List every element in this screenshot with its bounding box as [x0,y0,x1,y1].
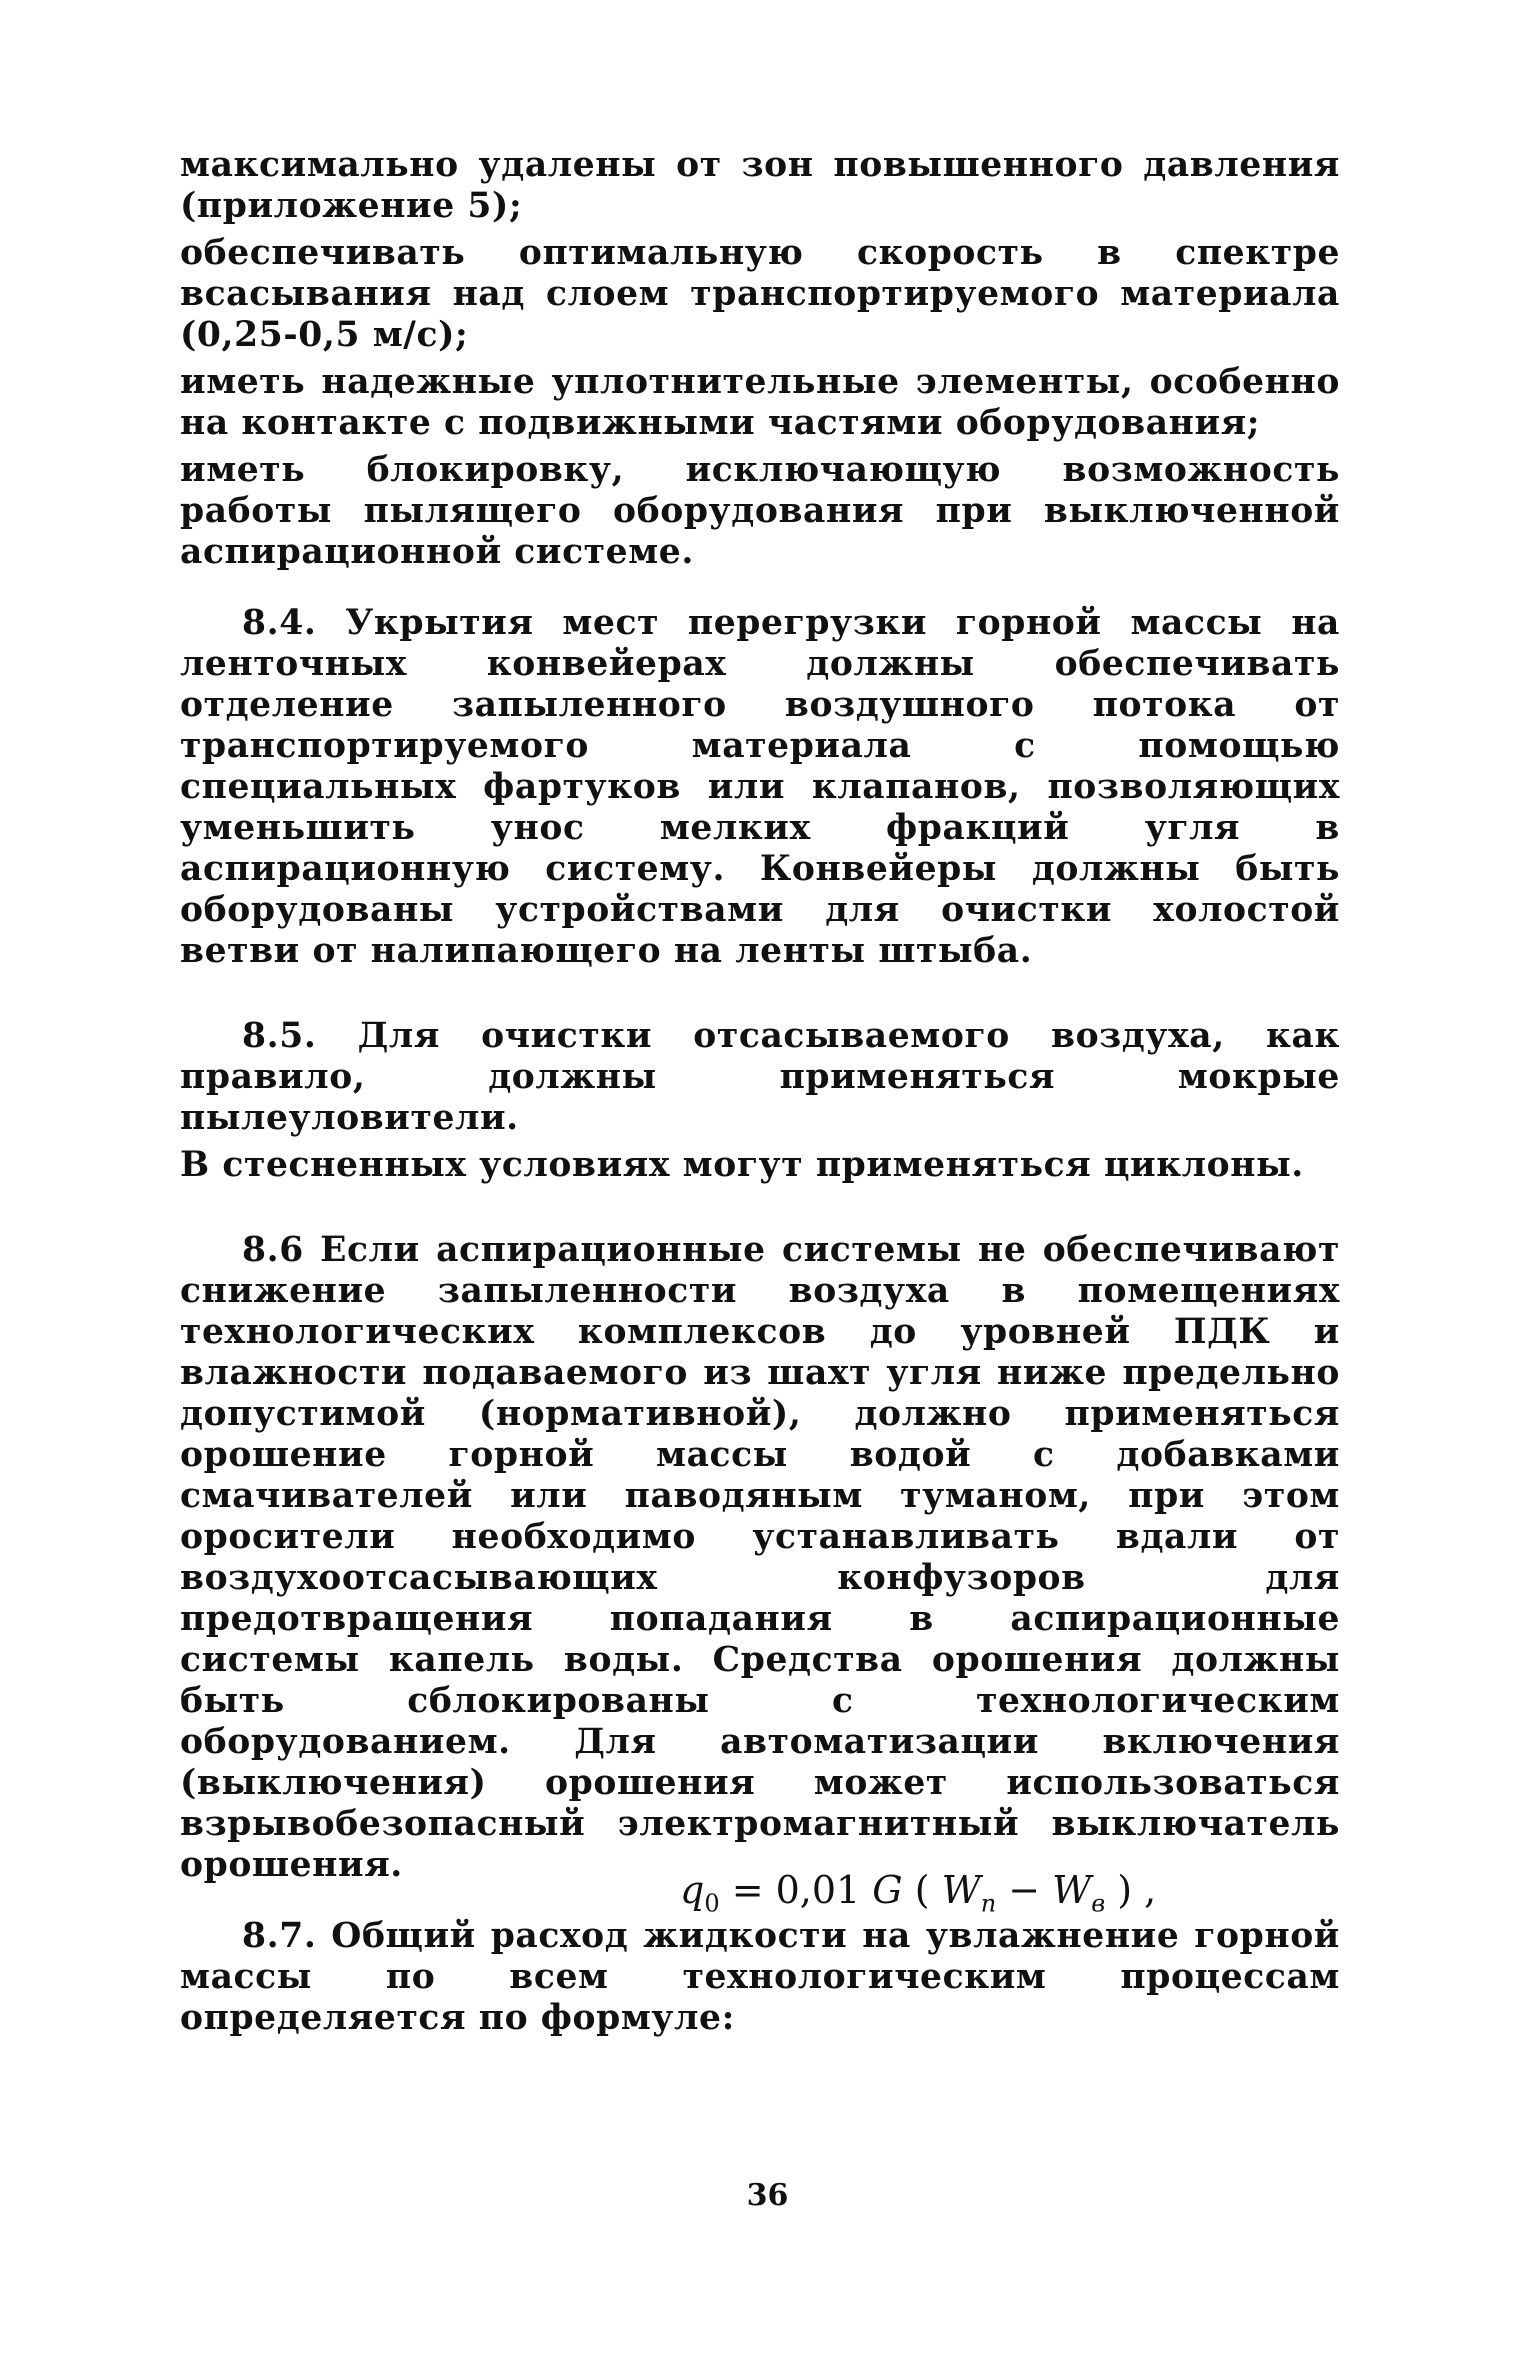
formula-Wn: W [941,1868,981,1912]
formula-Wn-subscript: п [980,1889,997,1918]
paragraph-p4: иметь блокировку, исключающую возможность работы пылящего оборудования при выключенной аспирационной системе. [180,450,1340,572]
formula-G: G [872,1868,903,1912]
formula-close-paren: ) , [1105,1868,1157,1912]
document-body [180,145,1340,2045]
paragraph-p3: иметь надежные уплотнительные элементы, особенно на контакте с подвижными частями оборудования; [180,362,1340,443]
formula-q: q [680,1868,705,1912]
formula-open-paren: ( [902,1868,942,1912]
formula-Wv: W [1052,1868,1092,1912]
formula-equals-coefficient: = 0,01 [719,1868,873,1912]
paragraph-p1: максимально удалены от зон повышенного давления (приложение 5); [180,145,1340,226]
formula-water-consumption [680,1868,1156,1918]
paragraph-8-6: 8.6 Если аспирационные системы не обеспечивают снижение запыленности воздуха в помещениях технологических комплексов до уровней ПДК и влажности подаваемого из шахт угля ниже предельно допустимой (нормативной), должно применяться орошение горной массы водой с добавками смачивателей или паводяным туманом, при этом оросители необходимо устанавливать вдали от воздухоотсасывающих конфузоров для предотвращения попадания в аспирационные системы капель воды. Средства орошения должны быть сблокированы с технологическим оборудованием. Для автоматизации включения (выключения) орошения может использоваться взрывобезопасный электромагнитный выключатель орошения. [180,1230,1340,1885]
paragraph-p2: обеспечивать оптимальную скорость в спектре всасывания над слоем транспортируемого материала (0,25-0,5 м/с); [180,233,1340,355]
formula-minus: − [996,1868,1053,1912]
paragraph-8-5: 8.5. Для очистки отсасываемого воздуха, как правило, должны применяться мокрые пылеуловители. [180,1016,1340,1138]
paragraph-8-4: 8.4. Укрытия мест перегрузки горной массы на ленточных конвейерах должны обеспечивать отделение запыленного воздушного потока от транспортируемого материала с помощью специальных фартуков или клапанов, позволяющих уменьшить унос мелких фракций угля в аспирационную систему. Конвейеры должны быть оборудованы устройствами для очистки холостой ветви от налипающего на ленты штыба. [180,603,1340,971]
page-number: 36 [746,2178,789,2213]
formula-q-subscript: 0 [704,1889,720,1918]
paragraph-8-7: 8.7. Общий расход жидкости на увлажнение горной массы по всем технологическим процессам определяется по формуле: [180,1916,1340,2038]
paragraph-cyclones: В стесненных условиях могут применяться циклоны. [180,1145,1304,1185]
formula-Wv-subscript: в [1091,1889,1106,1918]
